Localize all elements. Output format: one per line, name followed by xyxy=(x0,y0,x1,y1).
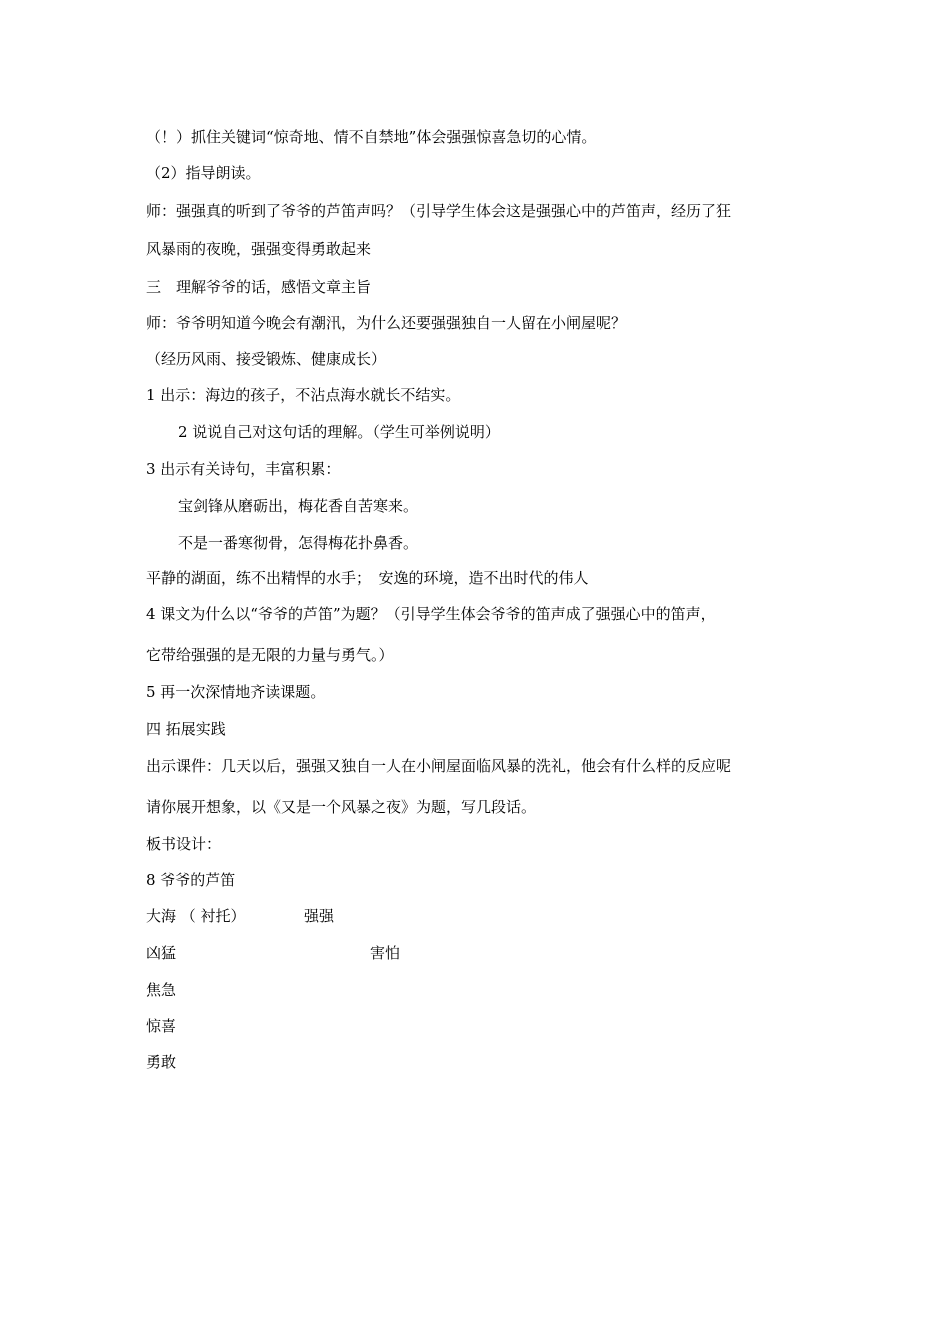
text-line-13: 平静的湖面，练不出精悍的水手； 安逸的环境，造不出时代的伟人 xyxy=(146,569,589,587)
board-left-header: 大海 （ 衬托） xyxy=(146,907,246,925)
text-line-2: （2）指导朗读。 xyxy=(146,164,261,182)
poem-line-2: 不是一番寒彻骨，怎得梅花扑鼻香。 xyxy=(178,534,419,552)
text-line-19: 请你展开想象，以《又是一个风暴之夜》为题，写几段话。 xyxy=(146,798,537,816)
section-heading-3: 三 理解爷爷的话，感悟文章主旨 xyxy=(146,278,372,296)
text-line-18: 出示课件：几天以后，强强又独自一人在小闸屋面临风暴的洗礼，他会有什么样的反应呢 xyxy=(146,757,732,775)
text-line-9: 2 说说自己对这句话的理解。（学生可举例说明） xyxy=(178,423,500,441)
section-heading-4: 四 拓展实践 xyxy=(146,720,226,738)
poem-line-1: 宝剑锋从磨砺出，梅花香自苦寒来。 xyxy=(178,497,419,515)
board-left-item: 惊喜 xyxy=(146,1017,177,1035)
board-right-item: 害怕 xyxy=(370,944,401,962)
text-line-14: 4 课文为什么以“爷爷的芦笛”为题？（引导学生体会爷爷的笛声成了强强心中的笛声， xyxy=(146,605,716,623)
text-line-1: （！）抓住关键词“惊奇地、情不自禁地”体会强强惊喜急切的心情。 xyxy=(146,128,597,146)
board-left-item: 凶猛 xyxy=(146,944,177,962)
text-line-6: 师：爷爷明知道今晚会有潮汛，为什么还要强强独自一人留在小闸屋呢？ xyxy=(146,314,627,332)
board-right-header: 强强 xyxy=(304,907,335,925)
board-left-item: 焦急 xyxy=(146,981,177,999)
text-line-16: 5 再一次深情地齐读课题。 xyxy=(146,683,326,701)
board-heading: 板书设计： xyxy=(146,835,222,853)
board-title: 8 爷爷的芦笛 xyxy=(146,871,236,889)
text-line-15: 它带给强强的是无限的力量与勇气。） xyxy=(146,646,394,664)
board-left-item: 勇敢 xyxy=(146,1053,177,1071)
text-line-10: 3 出示有关诗句，丰富积累： xyxy=(146,460,341,478)
text-line-8: 1 出示：海边的孩子，不沾点海水就长不结实。 xyxy=(146,386,461,404)
text-line-7: （经历风雨、接受锻炼、健康成长） xyxy=(146,350,387,368)
text-line-4: 风暴雨的夜晚，强强变得勇敢起来 xyxy=(146,240,372,258)
text-line-3: 师：强强真的听到了爷爷的芦笛声吗？（引导学生体会这是强强心中的芦笛声，经历了狂 xyxy=(146,202,732,220)
